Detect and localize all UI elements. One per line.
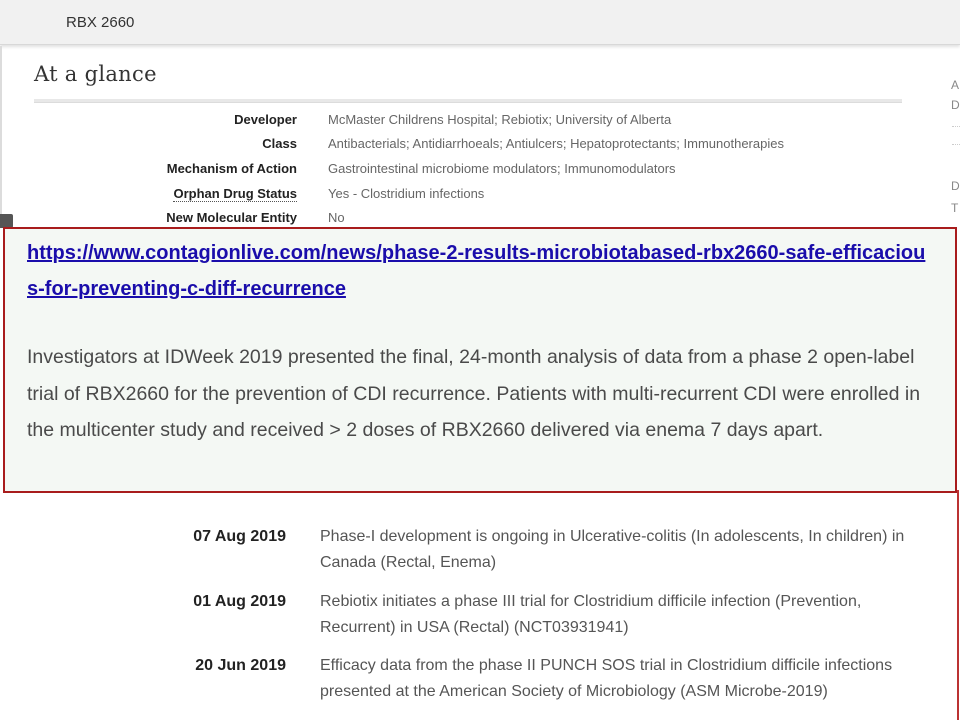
glance-label: Mechanism of Action: [166, 161, 297, 176]
glance-row-developer: [34, 112, 894, 134]
page-title: RBX 2660: [66, 14, 135, 31]
source-popup: [3, 227, 957, 493]
glance-row-mechanism: [34, 161, 894, 183]
glance-label: Developer: [234, 112, 297, 127]
heading-divider: [34, 99, 902, 103]
timeline-text: Efficacy data from the phase II PUNCH SOS trial in Clostridium difficile infections presented at the American Society of Microbiology (ASM Microbe-2019): [320, 657, 893, 700]
right-sidebar-clipped: [948, 70, 960, 230]
sidebar-letter: A: [951, 78, 960, 92]
top-bar: [0, 0, 960, 45]
timeline-date: 07 Aug 2019: [193, 528, 286, 545]
glance-row-orphan-drug[interactable]: [34, 186, 894, 208]
glance-label: New Molecular Entity: [166, 210, 297, 225]
glance-value: Gastrointestinal microbiome modulators; Immunomodulators: [328, 161, 676, 176]
glance-value: McMaster Childrens Hospital; Rebiotix; University of Alberta: [328, 112, 672, 127]
orphan-drug-status-tooltip-link[interactable]: Orphan Drug Status: [173, 186, 297, 201]
sidebar-dash: [952, 126, 960, 127]
left-edge-divider: [0, 46, 2, 226]
sidebar-dash: [952, 144, 960, 145]
glance-row-class: [34, 136, 894, 158]
timeline-date: 20 Jun 2019: [195, 657, 286, 674]
glance-value: Antibacterials; Antidiarrhoeals; Antiulcers; Hepatoprotectants; Immunotherapies: [328, 136, 784, 151]
glance-value: No: [328, 210, 345, 225]
source-link[interactable]: https://www.contagionlive.com/news/phase-2-results-microbiotabased-rbx2660-safe-efficacious-for-preventing-c-diff-recurrence: [27, 242, 926, 300]
sidebar-letter: T: [951, 201, 959, 215]
source-summary: Investigators at IDWeek 2019 presented the final, 24-month analysis of data from a phase 2 open-label trial of RBX2660 for the prevention of CDI recurrence. Patients with multi-recurrent CDI were enrolled in the multicenter study and received > 2 doses of RBX2660 delivered via enema 7 days apart.: [27, 346, 921, 441]
timeline-date: 01 Aug 2019: [193, 593, 286, 610]
glance-value: Yes - Clostridium infections: [328, 186, 485, 201]
overlay-edge-line: [957, 490, 959, 720]
collapse-handle-icon[interactable]: [0, 214, 13, 228]
sidebar-letter: D: [951, 179, 960, 193]
sidebar-letter: D: [951, 98, 960, 112]
at-a-glance-heading: At a glance: [34, 62, 157, 86]
timeline-text: Rebiotix initiates a phase III trial for Clostridium difficile infection (Prevention, Recurrent) in USA (Rectal) (NCT03931941): [320, 593, 862, 636]
glance-label: Class: [262, 136, 297, 151]
timeline-text: Phase-I development is ongoing in Ulcerative-colitis (In adolescents, In children) in Canada (Rectal, Enema): [320, 528, 905, 571]
